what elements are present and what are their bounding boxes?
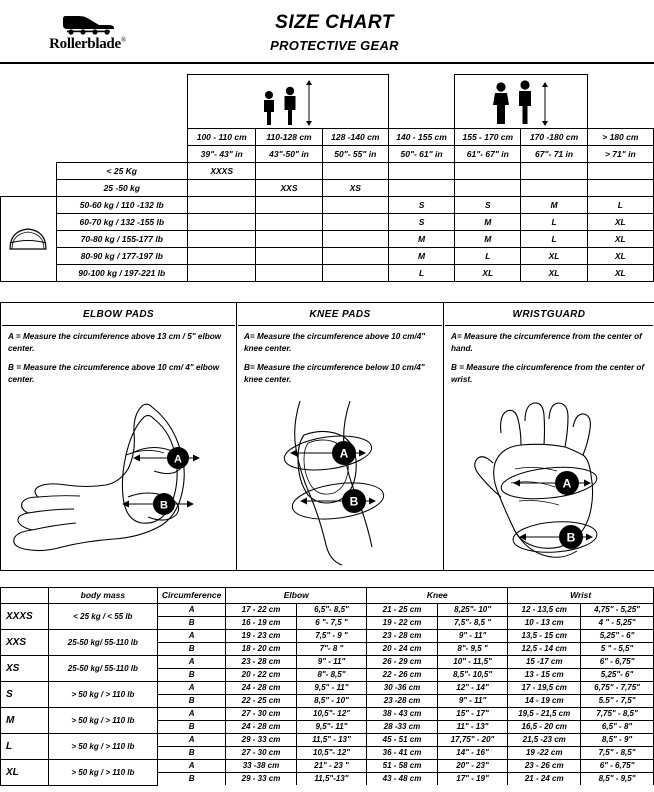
wrist-in: 5,25"- 6" <box>581 668 654 681</box>
table-row <box>1 265 654 282</box>
header-circumference: Circumference <box>157 587 225 603</box>
header-cm-0: 100 - 110 cm <box>188 129 256 146</box>
wrist-cm: 15 -17 cm <box>508 655 581 668</box>
cell-4-4: M <box>455 231 521 248</box>
cell-3-1 <box>256 214 322 231</box>
height-arrow-icon <box>303 80 315 126</box>
cell-5-0 <box>188 248 256 265</box>
wrist-line-a: A= Measure the circumference from the center of hand. <box>451 332 642 353</box>
wrist-in: 7,5" - 8,5" <box>581 746 654 759</box>
knee-cm: 20 - 24 cm <box>367 642 438 655</box>
cell-0-3 <box>388 163 454 180</box>
body-mass-xxs: 25-50 kg/ 55-110 lb <box>48 629 157 655</box>
spacer-cell <box>1 75 57 129</box>
header-in-5: 67"- 71 in <box>521 146 587 163</box>
wrist-cm: 14 - 19 cm <box>508 694 581 707</box>
brand-name: Rollerblade® <box>49 36 126 52</box>
circ-letter-a: A <box>157 603 225 616</box>
wrist-in: 5 " - 5,5" <box>581 642 654 655</box>
knee-cm: 45 - 51 cm <box>367 733 438 746</box>
knee-in: 14" - 16" <box>437 746 508 759</box>
wrist-in: 5.5" - 7,5" <box>581 694 654 707</box>
svg-text:A: A <box>339 446 349 461</box>
header-in-2: 50"- 55" in <box>322 146 388 163</box>
elbow-cm: 29 - 33 cm <box>226 772 297 785</box>
header-in-3: 50"- 61" in <box>388 146 454 163</box>
header-size <box>1 587 49 603</box>
wrist-cm: 12,5 - 14 cm <box>508 642 581 655</box>
wrist-in: 8,5" - 9,5" <box>581 772 654 785</box>
cell-4-0 <box>188 231 256 248</box>
height-arrow-icon-2 <box>539 82 551 126</box>
child-figure-icon-2 <box>281 86 299 126</box>
cell-4-1 <box>256 231 322 248</box>
panel-title-wristguard: WRISTGUARD <box>445 304 653 326</box>
elbow-cm: 24 - 28 cm <box>226 720 297 733</box>
cell-6-6: XL <box>587 265 653 282</box>
svg-text:B: B <box>349 494 359 509</box>
spacer-cell <box>56 146 187 163</box>
weight-label-1: 25 -50 kg <box>56 180 187 197</box>
elbow-in: 11,5" - 13" <box>296 733 367 746</box>
svg-text:A: A <box>562 476 572 491</box>
cell-0-2 <box>322 163 388 180</box>
table-row <box>1 707 654 720</box>
header-in-0: 39"- 43" in <box>188 146 256 163</box>
knee-in: 9" - 11" <box>437 629 508 642</box>
panel-art-elbow <box>2 397 235 569</box>
cell-2-2 <box>322 197 388 214</box>
wrist-cm: 12 - 13,5 cm <box>508 603 581 616</box>
measure-header-row <box>1 587 654 603</box>
weight-label-0: < 25 Kg <box>56 163 187 180</box>
circ-letter-a: A <box>157 629 225 642</box>
circ-letter-a: A <box>157 707 225 720</box>
wrist-in: 6,5" - 8" <box>581 720 654 733</box>
cell-1-5 <box>521 180 587 197</box>
wrist-in: 7,75" - 8,5" <box>581 707 654 720</box>
circ-letter-a: A <box>157 655 225 668</box>
circ-letter-a: A <box>157 681 225 694</box>
knee-cm: 38 - 43 cm <box>367 707 438 720</box>
spacer-cell <box>587 75 653 129</box>
table-row <box>1 629 654 642</box>
table-row <box>1 759 654 772</box>
elbow-in: 8"- 8,5" <box>296 668 367 681</box>
body-mass-xl: > 50 kg / > 110 lb <box>48 759 157 785</box>
knee-cm: 28 -33 cm <box>367 720 438 733</box>
circ-letter-b: B <box>157 746 225 759</box>
table-row <box>1 655 654 668</box>
header-cm-3: 140 - 155 cm <box>388 129 454 146</box>
cell-3-0 <box>188 214 256 231</box>
panel-desc-wristguard <box>445 326 653 397</box>
body-mass-xxxs: < 25 kg / < 55 lb <box>48 603 157 629</box>
wrist-cm: 23 - 26 cm <box>508 759 581 772</box>
knee-in: 12" - 14" <box>437 681 508 694</box>
cell-1-4 <box>455 180 521 197</box>
elbow-in: 6,5"- 8,5" <box>296 603 367 616</box>
knee-in: 15" - 17" <box>437 707 508 720</box>
cell-5-6: XL <box>587 248 653 265</box>
page-title: SIZE CHART <box>275 11 394 33</box>
cell-3-2 <box>322 214 388 231</box>
panel-art-wristguard <box>445 397 653 569</box>
knee-cm: 51 - 58 cm <box>367 759 438 772</box>
cell-6-4: XL <box>455 265 521 282</box>
elbow-in: 6 "- 7,5 " <box>296 616 367 629</box>
elbow-in: 10,5"- 12" <box>296 707 367 720</box>
header-in-1: 43"-50" in <box>256 146 322 163</box>
knee-in: 8,25"- 10" <box>437 603 508 616</box>
cell-4-5: L <box>521 231 587 248</box>
cell-6-3: L <box>388 265 454 282</box>
knee-line-a: A= Measure the circumference above 10 cm/4" knee center. <box>244 332 426 353</box>
measurement-guide-panels <box>0 302 654 571</box>
table-row <box>1 231 654 248</box>
spacer-cell <box>56 129 187 146</box>
spacer-cell <box>388 75 454 129</box>
wrist-cm: 10 - 13 cm <box>508 616 581 629</box>
adult-female-figure-icon <box>491 82 511 126</box>
circ-letter-a: A <box>157 759 225 772</box>
cell-3-5: L <box>521 214 587 231</box>
cell-4-6: XL <box>587 231 653 248</box>
body-mass-m: > 50 kg / > 110 lb <box>48 707 157 733</box>
table-row <box>1 248 654 265</box>
panel-desc-elbow <box>2 326 235 397</box>
wrist-cm: 13,5 - 15 cm <box>508 629 581 642</box>
cell-1-6 <box>587 180 653 197</box>
panel-title-elbow: ELBOW PADS <box>2 304 235 326</box>
knee-in: 10" - 11,5" <box>437 655 508 668</box>
elbow-cm: 23 - 28 cm <box>226 655 297 668</box>
wrist-cm: 21,5 -23 cm <box>508 733 581 746</box>
cell-0-1 <box>256 163 322 180</box>
elbow-in: 9,5" - 11" <box>296 681 367 694</box>
table-row <box>1 197 654 214</box>
circ-letter-a: A <box>157 733 225 746</box>
protective-pad-icon <box>1 197 57 282</box>
cell-5-3: M <box>388 248 454 265</box>
knee-in: 17" - 19" <box>437 772 508 785</box>
cell-1-1: XXS <box>256 180 322 197</box>
knee-in: 17,75" - 20" <box>437 733 508 746</box>
knee-cm: 23 -28 cm <box>367 694 438 707</box>
elbow-cm: 18 - 20 cm <box>226 642 297 655</box>
table-row <box>1 214 654 231</box>
weight-label-5: 80-90 kg / 177-197 lb <box>56 248 187 265</box>
circ-letter-b: B <box>157 694 225 707</box>
brand-logo <box>0 11 175 53</box>
elbow-cm: 19 - 23 cm <box>226 629 297 642</box>
wrist-in: 5,25" - 6" <box>581 629 654 642</box>
cell-2-1 <box>256 197 322 214</box>
header-knee: Knee <box>367 587 508 603</box>
weight-label-4: 70-80 kg / 155-177 lb <box>56 231 187 248</box>
knee-in: 20" - 23" <box>437 759 508 772</box>
document-header <box>0 0 654 64</box>
elbow-in: 10,5"- 12" <box>296 746 367 759</box>
elbow-in: 21" - 23 " <box>296 759 367 772</box>
svg-text:A: A <box>174 453 182 466</box>
knee-line-b: B= Measure the circumference below 10 cm/4" knee center. <box>244 362 425 384</box>
circ-letter-b: B <box>157 772 225 785</box>
wrist-in: 4 " - 5,25" <box>581 616 654 629</box>
cell-0-5 <box>521 163 587 180</box>
wrist-in: 6" - 6,75" <box>581 759 654 772</box>
panel-title-knee: KNEE PADS <box>238 304 442 326</box>
elbow-in: 7"- 8 " <box>296 642 367 655</box>
title-block <box>175 12 654 53</box>
knee-in: 8,5"- 10,5" <box>437 668 508 681</box>
body-mass-l: > 50 kg / > 110 lb <box>48 733 157 759</box>
circ-letter-b: B <box>157 642 225 655</box>
size-label-m: M <box>1 707 49 733</box>
cell-0-4 <box>455 163 521 180</box>
header-cm-1: 110-128 cm <box>256 129 322 146</box>
wrist-in: 8,5" - 9" <box>581 733 654 746</box>
cell-6-2 <box>322 265 388 282</box>
table-row <box>1 733 654 746</box>
wrist-cm: 13 - 15 cm <box>508 668 581 681</box>
inline-skate-icon <box>59 13 117 35</box>
cell-6-5: XL <box>521 265 587 282</box>
wrist-in: 4,75" - 5,25" <box>581 603 654 616</box>
size-label-xxs: XXS <box>1 629 49 655</box>
weight-label-3: 60-70 kg / 132 -155 lb <box>56 214 187 231</box>
svg-text:B: B <box>566 530 576 545</box>
cell-2-0 <box>188 197 256 214</box>
wrist-cm: 19 -22 cm <box>508 746 581 759</box>
elbow-cm: 20 - 22 cm <box>226 668 297 681</box>
circ-letter-b: B <box>157 668 225 681</box>
size-label-xxxs: XXXS <box>1 603 49 629</box>
size-label-xs: XS <box>1 655 49 681</box>
elbow-cm: 29 - 33 cm <box>226 733 297 746</box>
cell-0-6 <box>587 163 653 180</box>
cell-2-6: L <box>587 197 653 214</box>
header-in-6: > 71" in <box>587 146 653 163</box>
wrist-in: 6,75" - 7,75" <box>581 681 654 694</box>
table-row <box>1 163 654 180</box>
elbow-line-a: A = Measure the circumference above 13 cm / 5" elbow center. <box>8 332 222 353</box>
cell-6-0 <box>188 265 256 282</box>
header-elbow: Elbow <box>226 587 367 603</box>
cell-1-0 <box>188 180 256 197</box>
knee-cm: 23 - 28 cm <box>367 629 438 642</box>
elbow-line-b: B = Measure the circumference above 10 cm/ 4" elbow center. <box>8 362 220 384</box>
cell-5-1 <box>256 248 322 265</box>
size-grid-icon-row <box>1 75 654 129</box>
elbow-cm: 27 - 30 cm <box>226 746 297 759</box>
header-cm-5: 170 -180 cm <box>521 129 587 146</box>
size-label-s: S <box>1 681 49 707</box>
table-row <box>1 681 654 694</box>
knee-in: 8"- 9,5 " <box>437 642 508 655</box>
elbow-cm: 24 - 28 cm <box>226 681 297 694</box>
cell-2-4: S <box>455 197 521 214</box>
cell-4-3: M <box>388 231 454 248</box>
header-cm-2: 128 -140 cm <box>322 129 388 146</box>
cell-5-5: XL <box>521 248 587 265</box>
spacer-cell <box>1 180 57 197</box>
adult-male-figure-icon <box>515 80 535 126</box>
cell-1-2: XS <box>322 180 388 197</box>
wrist-cm: 16,5 - 20 cm <box>508 720 581 733</box>
cell-0-0: XXXS <box>188 163 256 180</box>
knee-cm: 22 - 26 cm <box>367 668 438 681</box>
cell-2-3: S <box>388 197 454 214</box>
elbow-in: 7,5" - 9 " <box>296 629 367 642</box>
weight-label-2: 50-60 kg / 110 -132 lb <box>56 197 187 214</box>
elbow-in: 8,5" - 10" <box>296 694 367 707</box>
spacer-cell <box>56 75 187 129</box>
circ-letter-b: B <box>157 616 225 629</box>
knee-cm: 19 - 22 cm <box>367 616 438 629</box>
wrist-line-b: B = Measure the circumference from the center of wrist. <box>451 362 645 384</box>
wrist-cm: 17 - 19,5 cm <box>508 681 581 694</box>
knee-in: 11" - 13" <box>437 720 508 733</box>
elbow-in: 9" - 11" <box>296 655 367 668</box>
panel-wristguard <box>444 303 654 571</box>
cell-1-3 <box>388 180 454 197</box>
knee-cm: 43 - 48 cm <box>367 772 438 785</box>
cell-2-5: M <box>521 197 587 214</box>
elbow-in: 11,5"-13" <box>296 772 367 785</box>
elbow-in: 9,5"- 11" <box>296 720 367 733</box>
knee-in: 7,5"- 8,5 " <box>437 616 508 629</box>
cell-3-4: M <box>455 214 521 231</box>
body-mass-s: > 50 kg / > 110 lb <box>48 681 157 707</box>
cell-5-2 <box>322 248 388 265</box>
elbow-cm: 27 - 30 cm <box>226 707 297 720</box>
table-row <box>1 180 654 197</box>
cell-4-2 <box>322 231 388 248</box>
panel-knee-pads <box>237 303 444 571</box>
table-row <box>1 603 654 616</box>
header-cm-6: > 180 cm <box>587 129 653 146</box>
elbow-cm: 17 - 22 cm <box>226 603 297 616</box>
spacer-cell <box>1 163 57 180</box>
svg-text:B: B <box>160 499 168 512</box>
body-mass-xs: 25-50 kg/ 55-110 lb <box>48 655 157 681</box>
panel-desc-knee <box>238 326 442 397</box>
wrist-cm: 21 - 24 cm <box>508 772 581 785</box>
cell-3-3: S <box>388 214 454 231</box>
cell-3-6: XL <box>587 214 653 231</box>
elbow-cm: 22 - 25 cm <box>226 694 297 707</box>
size-grid-header-in <box>1 146 654 163</box>
size-grid-header-cm <box>1 129 654 146</box>
header-in-4: 61"- 67" in <box>455 146 521 163</box>
header-body-mass: body mass <box>48 587 157 603</box>
cell-6-1 <box>256 265 322 282</box>
adult-figures-cell <box>455 75 588 129</box>
spacer-cell <box>1 129 57 146</box>
knee-cm: 26 - 29 cm <box>367 655 438 668</box>
measurement-table <box>0 587 654 786</box>
circ-letter-b: B <box>157 720 225 733</box>
header-cm-4: 155 - 170 cm <box>455 129 521 146</box>
wrist-cm: 19,5 - 21,5 cm <box>508 707 581 720</box>
child-figure-icon <box>261 90 277 126</box>
knee-in: 9" - 11" <box>437 694 508 707</box>
spacer-cell <box>1 146 57 163</box>
knee-cm: 21 - 25 cm <box>367 603 438 616</box>
size-grid-table <box>0 74 654 282</box>
panel-elbow-pads <box>1 303 237 571</box>
size-label-xl: XL <box>1 759 49 785</box>
page-subtitle: PROTECTIVE GEAR <box>270 37 399 53</box>
wrist-in: 6" - 6,75" <box>581 655 654 668</box>
knee-cm: 36 - 41 cm <box>367 746 438 759</box>
header-wrist: Wrist <box>508 587 654 603</box>
cell-5-4: L <box>455 248 521 265</box>
knee-cm: 30 -36 cm <box>367 681 438 694</box>
weight-label-6: 90-100 kg / 197-221 lb <box>56 265 187 282</box>
elbow-cm: 16 - 19 cm <box>226 616 297 629</box>
kids-figures-cell <box>188 75 389 129</box>
panel-art-knee <box>238 397 442 569</box>
size-label-l: L <box>1 733 49 759</box>
elbow-cm: 33 -38 cm <box>226 759 297 772</box>
